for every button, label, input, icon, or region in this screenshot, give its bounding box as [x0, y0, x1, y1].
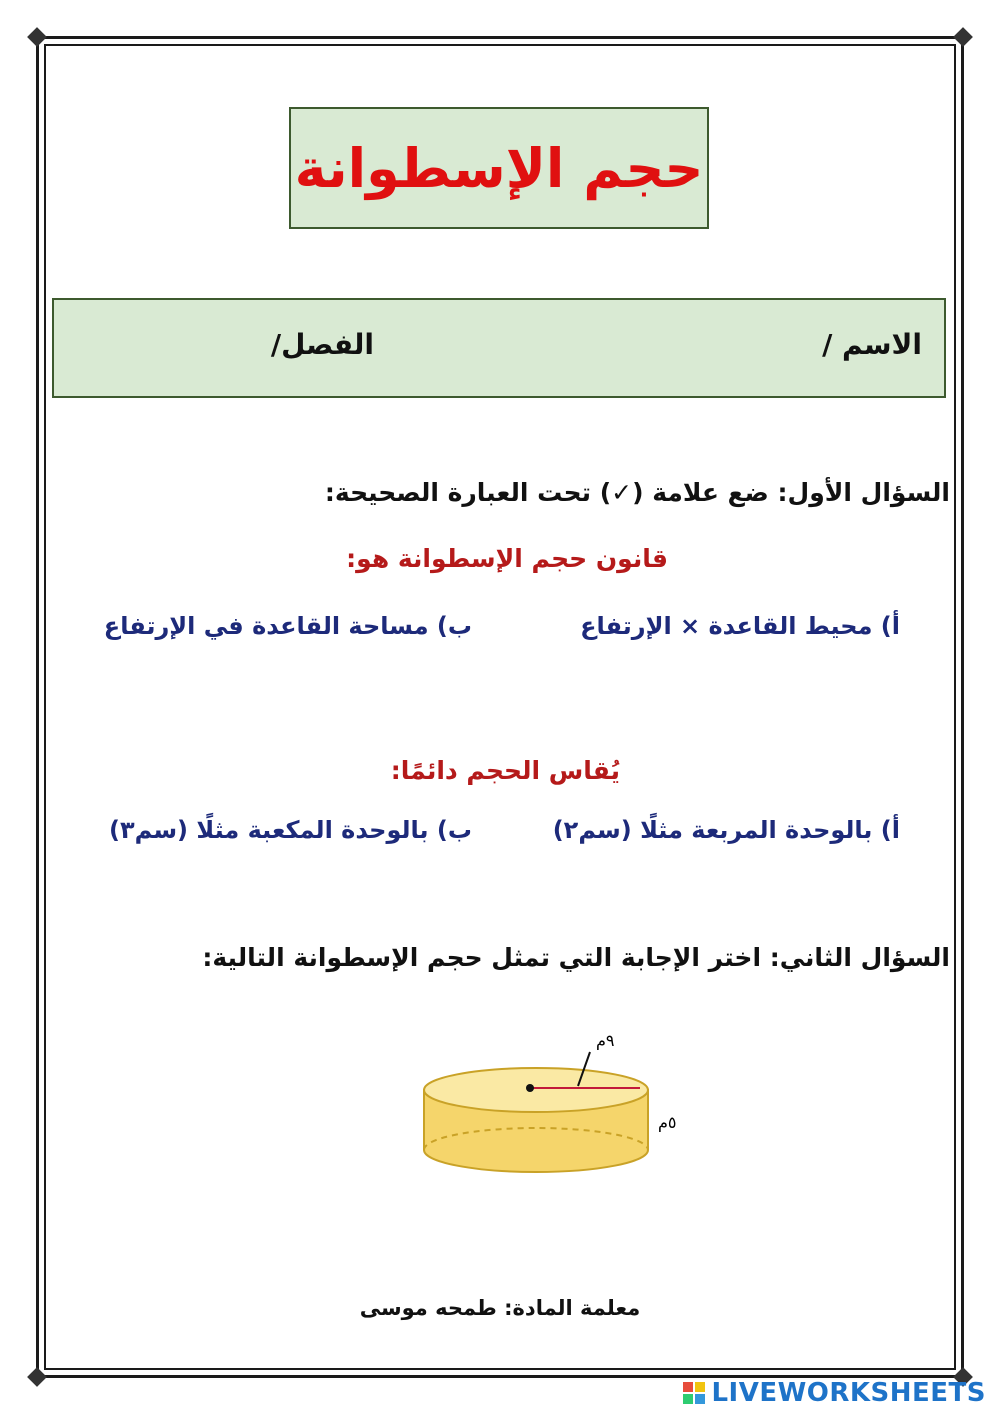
cylinder-center [526, 1084, 534, 1092]
cylinder-top [424, 1068, 648, 1112]
question1-item1-option-a[interactable]: أ) محيط القاعدة × الإرتفاع [580, 612, 900, 640]
question1-item2-prompt: يُقاس الحجم دائمًا: [390, 756, 620, 785]
radius-label: ٩م [596, 1031, 615, 1050]
class-label: الفصل/ [270, 328, 374, 361]
question1-heading: السؤال الأول: ضع علامة (✓) تحت العبارة الصحيحة: [324, 478, 950, 507]
name-label: الاسم / [822, 328, 922, 361]
page-title: حجم الإسطوانة [294, 136, 704, 200]
question1-item2-option-b[interactable]: ب) بالوحدة المكعبة مثلًا (سم٣) [109, 816, 472, 844]
watermark [683, 1378, 986, 1408]
liveworksheets-logo-icon [683, 1382, 705, 1404]
watermark-text: LIVEWORKSHEETS [711, 1378, 986, 1408]
question2-heading: السؤال الثاني: اختر الإجابة التي تمثل حجم الإسطوانة التالية: [202, 943, 950, 972]
title-box [289, 107, 709, 229]
question1-item2-option-a[interactable]: أ) بالوحدة المربعة مثلًا (سم٢) [552, 816, 900, 844]
question1-item1-prompt: قانون حجم الإسطوانة هو: [346, 544, 668, 573]
teacher-name: معلمة المادة: طمحه موسى [359, 1296, 641, 1320]
height-label: ٥م [658, 1113, 677, 1132]
student-info-box [52, 298, 946, 398]
question1-item1-option-b[interactable]: ب) مساحة القاعدة في الإرتفاع [103, 612, 472, 640]
cylinder-figure [410, 1020, 690, 1190]
